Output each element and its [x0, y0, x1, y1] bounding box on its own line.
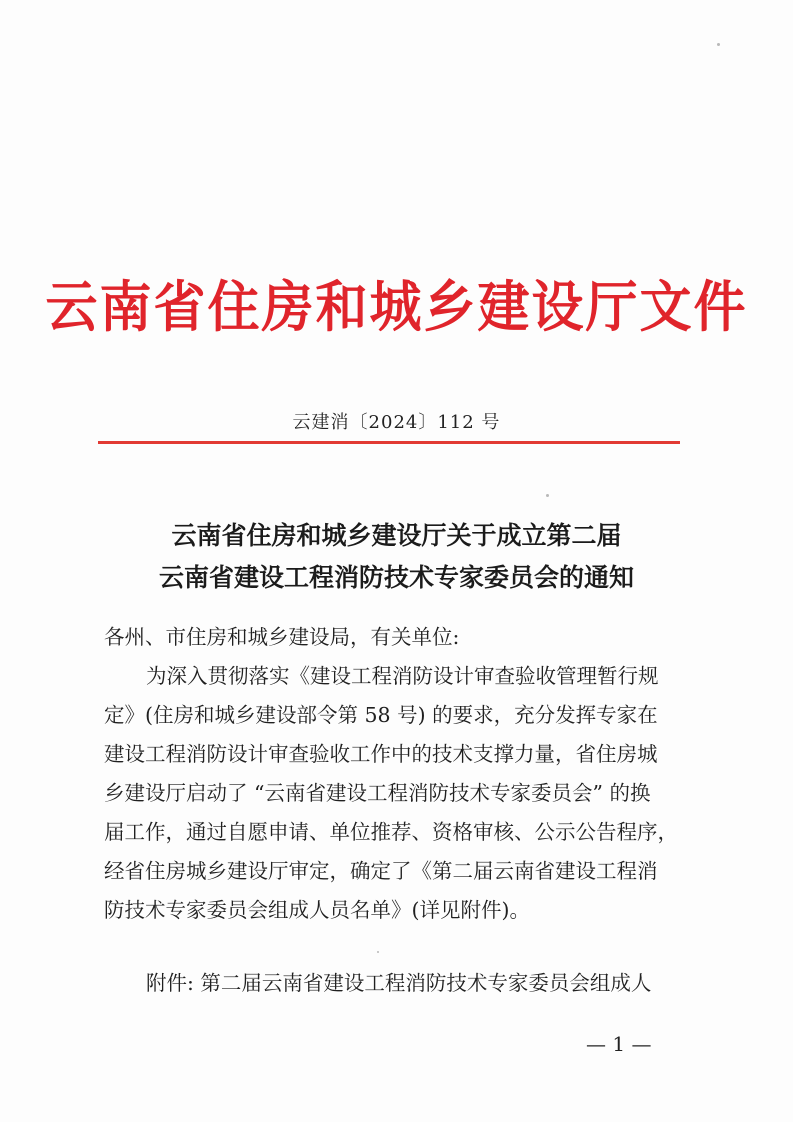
- issuer-red-header: 云南省住房和城乡建设厅文件: [45, 276, 748, 340]
- document-number: 云建消〔2024〕112 号: [292, 412, 501, 433]
- body-line-1: 为深入贯彻落实《建设工程消防设计审查验收管理暂行规: [146, 664, 659, 688]
- body-line-5: 届工作，通过自愿申请、单位推荐、资格审核、公示公告程序，: [104, 820, 678, 844]
- page-number: — 1 —: [586, 1032, 652, 1056]
- notice-title-line-2: 云南省建设工程消防技术专家委员会的通知: [158, 563, 634, 592]
- body-line-4: 乡建设厅启动了 “云南省建设工程消防技术专家委员会” 的换: [104, 781, 651, 805]
- body-line-7: 防技术专家委员会组成人员名单》(详见附件)。: [104, 898, 530, 922]
- notice-body: [104, 618, 684, 930]
- notice-title: [0, 515, 793, 599]
- scan-speck: [717, 43, 720, 46]
- salutation: 各州、市住房和城乡建设局，有关单位:: [104, 625, 460, 649]
- body-line-6: 经省住房城乡建设厅审定，确定了《第二届云南省建设工程消: [104, 859, 658, 883]
- body-line-3: 建设工程消防设计审查验收工作中的技术支撑力量，省住房城: [104, 742, 658, 766]
- scan-speck: [546, 494, 549, 497]
- red-divider-rule: [98, 441, 680, 444]
- notice-title-line-1: 云南省住房和城乡建设厅关于成立第二届: [171, 521, 622, 550]
- attachment-line: 附件: 第二届云南省建设工程消防技术专家委员会组成人: [146, 971, 652, 995]
- body-line-2: 定》(住房和城乡建设部令第 58 号) 的要求，充分发挥专家在: [104, 703, 658, 727]
- scan-speck: [377, 951, 379, 953]
